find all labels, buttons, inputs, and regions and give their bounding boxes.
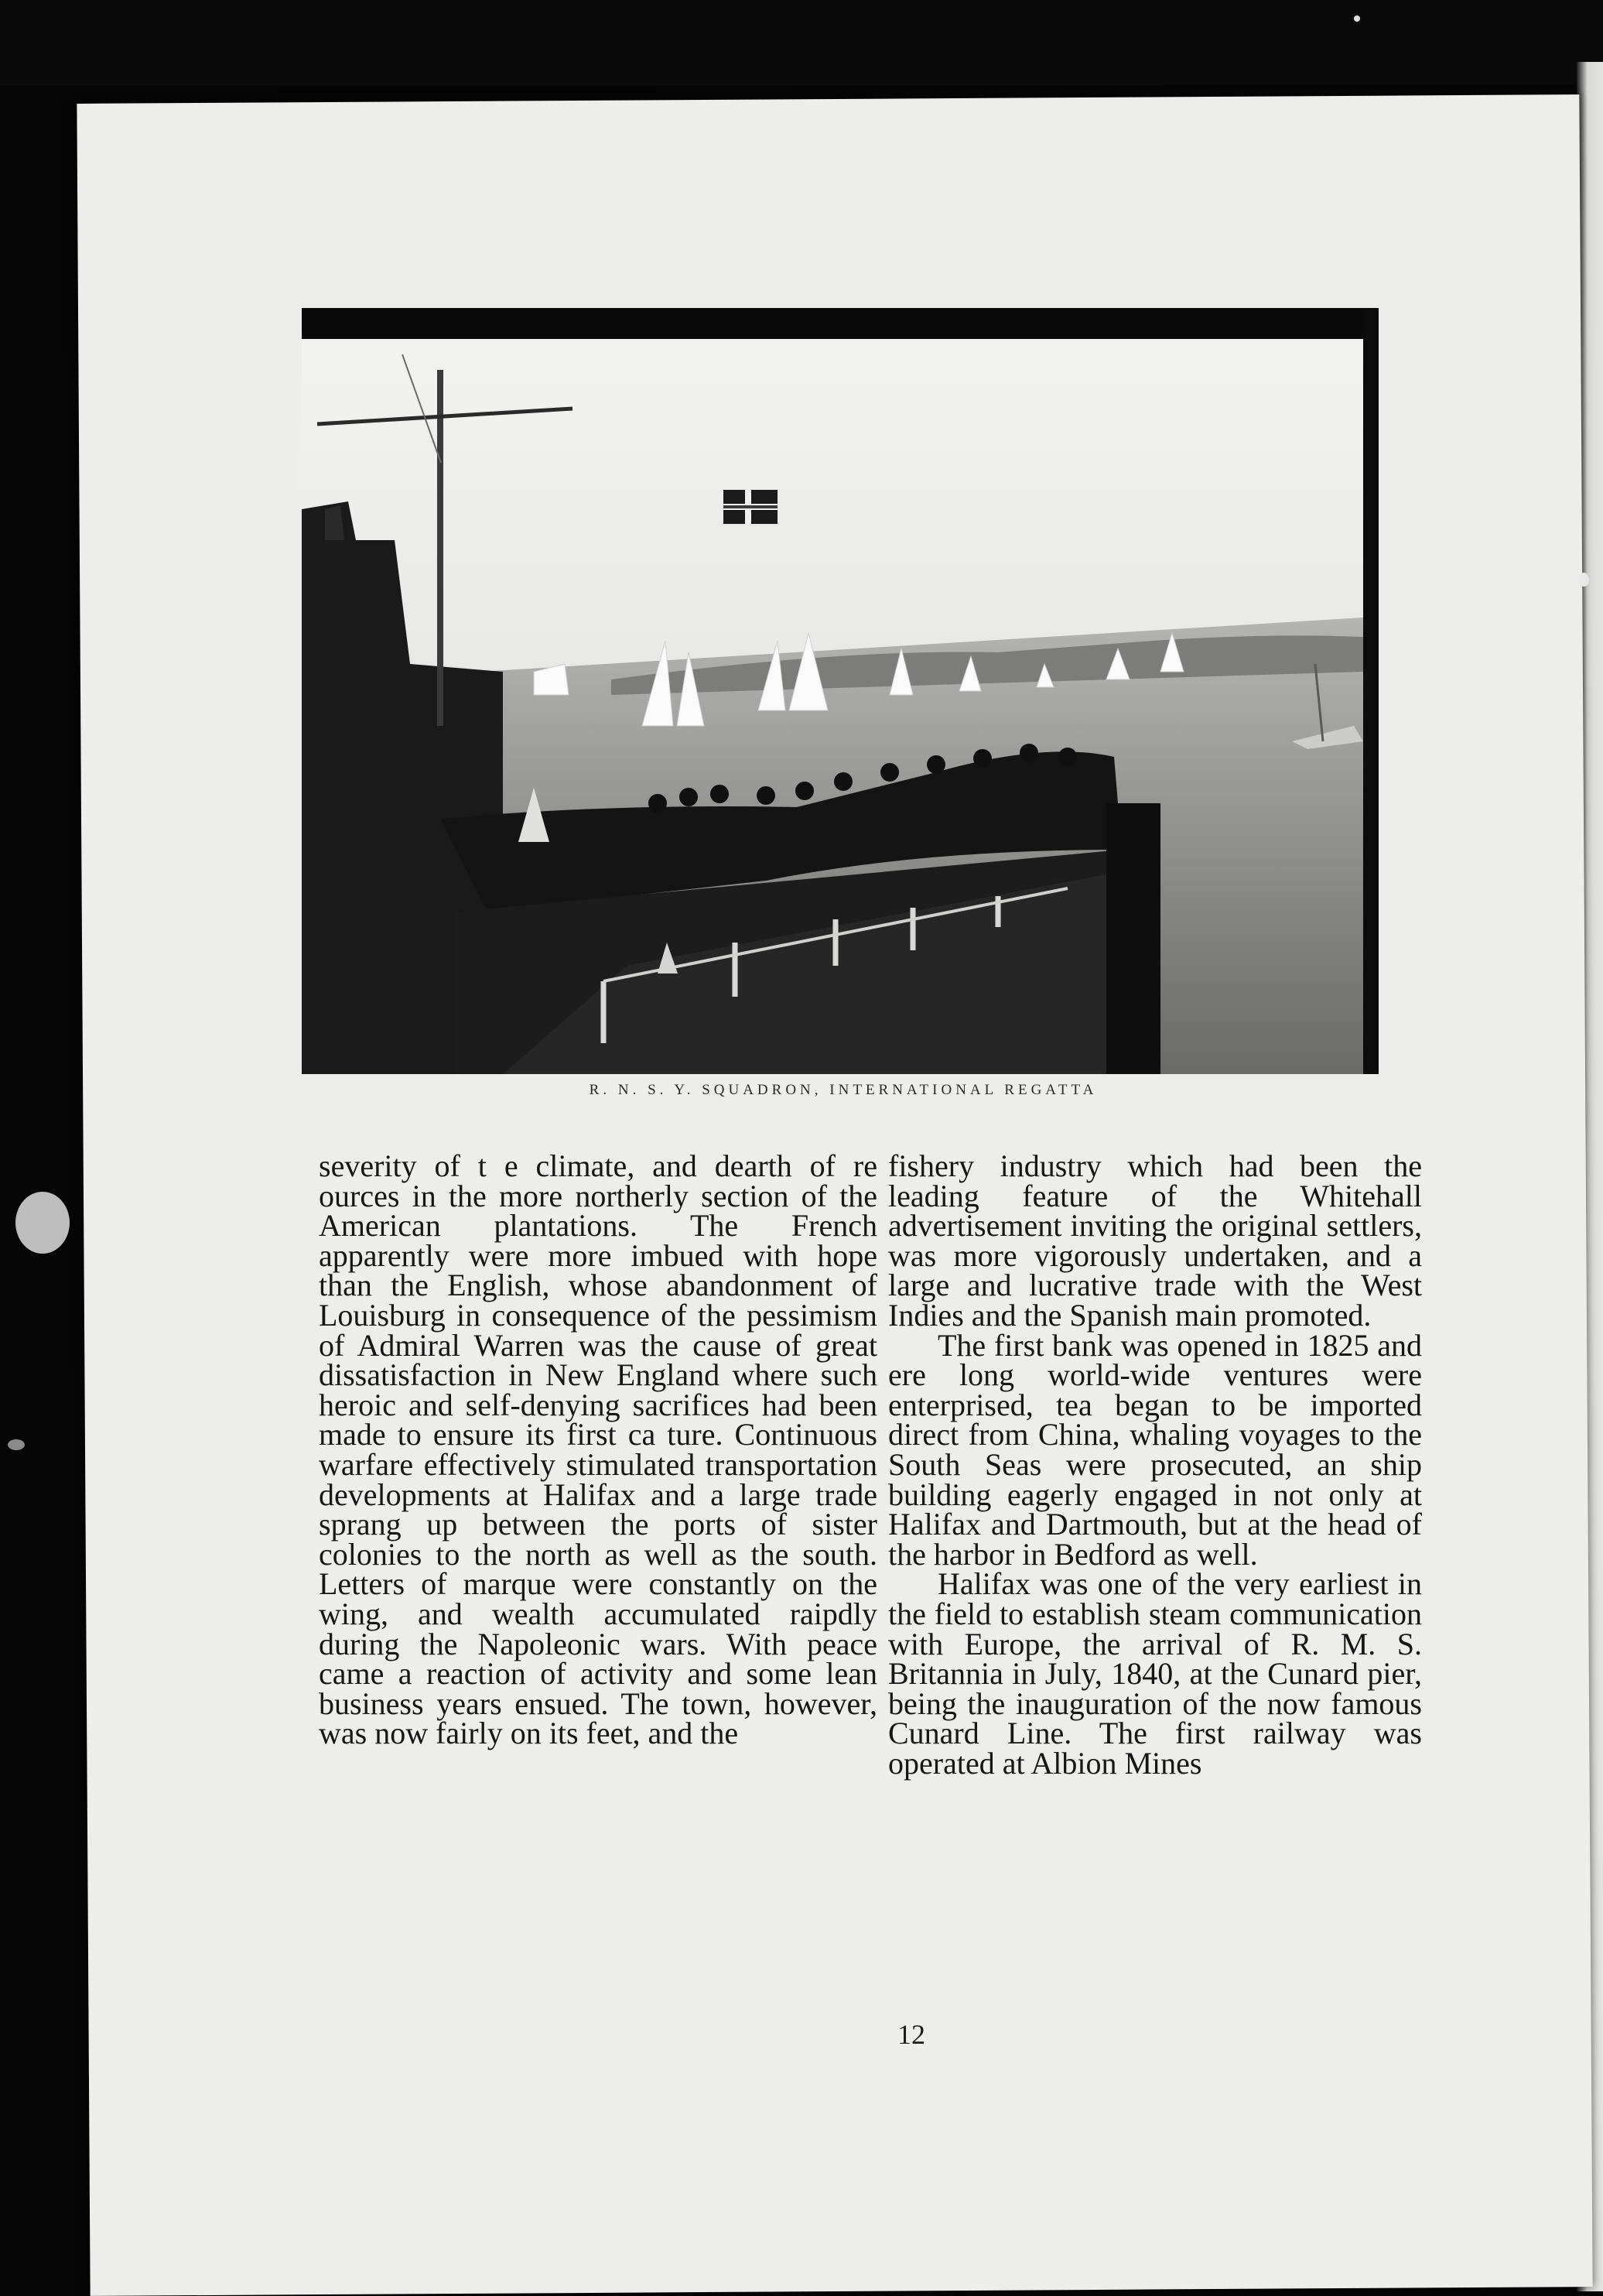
text-column-left	[319, 1148, 877, 1751]
page-number: 12	[897, 2019, 925, 2050]
film-border-top	[0, 0, 1603, 85]
scan-artifact-speck	[1578, 573, 1589, 587]
paragraph: fishery industry which had been the leading feature of the Whitehall advertisement inviting the original settlers, was more vigorously undertaken, and a large and lucrative trade with the West Indies and the Spanish main promoted.	[888, 1148, 1422, 1333]
text-column-right	[888, 1148, 1422, 1781]
scan-artifact-speck	[15, 1192, 70, 1254]
scan-artifact-speck	[1354, 15, 1360, 22]
paragraph: severity of t e climate, and dearth of re ources in the more northerly section of the American plantations. The French apparently were more imbued with hope than the English, whose abandonment of Louisburg in consequence of the pessimism of Admiral Warren was the cause of great dissatisfaction in New England where such heroic and self-denying sacrifices had been made to ensure its first ca ture. Continuous warfare effectively stimulated transportation developments at Halifax and a large trade sprang up between the ports of sister colonies to the north as well as the south. Letters of marque were constantly on the wing, and wealth accumulated raipdly during the Napoleonic wars. With peace came a reaction of activity and some lean business years ensued. The town, however, was now fairly on its feet, and the	[319, 1148, 877, 1751]
regatta-photograph	[302, 308, 1379, 1074]
paragraph: Halifax was one of the very earliest in the field to establish steam communication with Europe, the arrival of R. M. S. Britannia in July, 1840, at the Cunard pier, being the inauguration of the now famous Cunard Line. The first railway was operated at Albion Mines	[888, 1566, 1422, 1781]
paragraph: The first bank was opened in 1825 and ere long world-wide ventures were enterprised, tea began to be imported direct from China, whaling voyages to the South Seas were prosecuted, an ship building eagerly engaged in not only at Halifax and Dartmouth, but at the head of the harbor in Bedford as well.	[888, 1327, 1422, 1572]
photo-caption: R. N. S. Y. SQUADRON, INTERNATIONAL REGATTA	[589, 1082, 1098, 1098]
regatta-photo-image	[302, 308, 1379, 1074]
scan-artifact-speck	[8, 1439, 25, 1450]
